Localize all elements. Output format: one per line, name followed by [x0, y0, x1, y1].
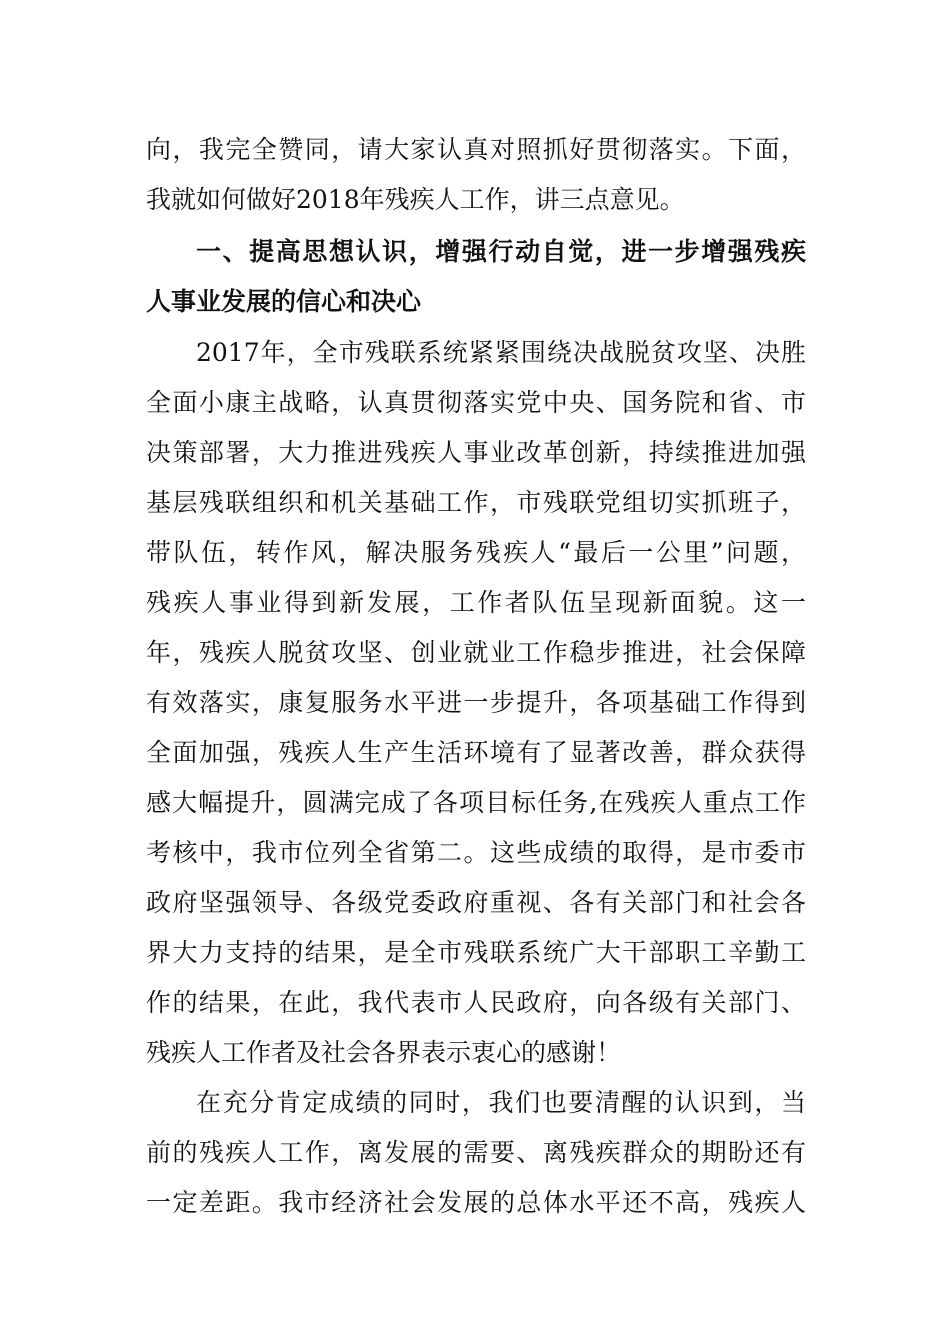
paragraph-line: 2017年，全市残联系统紧紧围绕决战脱贫攻坚、决胜 [196, 338, 806, 367]
paragraph-line: 考核中，我市位列全省第二。这些成绩的取得，是市委市 [146, 838, 806, 867]
paragraph-line: 在充分肯定成绩的同时，我们也要清醒的认识到，当 [196, 1088, 806, 1117]
paragraph-line: 带队伍，转作风，解决服务残疾人“最后一公里”问题， [146, 538, 806, 567]
paragraph-line: 决策部署，大力推进残疾人事业改革创新，持续推进加强 [146, 438, 806, 467]
paragraph-line: 前的残疾人工作，离发展的需要、离残疾群众的期盼还有 [146, 1138, 806, 1167]
paragraph-line: 感大幅提升，圆满完成了各项目标任务,在残疾人重点工作 [146, 788, 806, 817]
paragraph-line: 残疾人事业得到新发展，工作者队伍呈现新面貌。这一 [146, 588, 806, 617]
paragraph-line: 年，残疾人脱贫攻坚、创业就业工作稳步推进，社会保障 [146, 638, 806, 667]
paragraph-line: 我就如何做好2018年残疾人工作，讲三点意见。 [146, 185, 685, 214]
paragraph-line: 基层残联组织和机关基础工作，市残联党组切实抓班子， [146, 488, 806, 517]
paragraph-line: 向，我完全赞同，请大家认真对照抓好贯彻落实。下面， [146, 135, 806, 164]
section-heading-line: 一、提高思想认识，增强行动自觉，进一步增强残疾 [196, 237, 806, 266]
paragraph-line: 一定差距。我市经济社会发展的总体水平还不高，残疾人 [146, 1188, 806, 1217]
paragraph-line: 全面小康主战略，认真贯彻落实党中央、国务院和省、市 [146, 388, 806, 417]
paragraph-line: 残疾人工作者及社会各界表示衷心的感谢！ [146, 1038, 622, 1067]
paragraph-line: 政府坚强领导、各级党委政府重视、各有关部门和社会各 [146, 888, 806, 917]
paragraph-line: 有效落实，康复服务水平进一步提升，各项基础工作得到 [146, 688, 806, 717]
paragraph-line: 全面加强，残疾人生产生活环境有了显著改善，群众获得 [146, 738, 806, 767]
paragraph-line: 作的结果，在此，我代表市人民政府，向各级有关部门、 [146, 988, 806, 1017]
paragraph-line: 界大力支持的结果，是全市残联系统广大干部职工辛勤工 [146, 938, 806, 967]
section-heading-line: 人事业发展的信心和决心 [146, 287, 422, 316]
